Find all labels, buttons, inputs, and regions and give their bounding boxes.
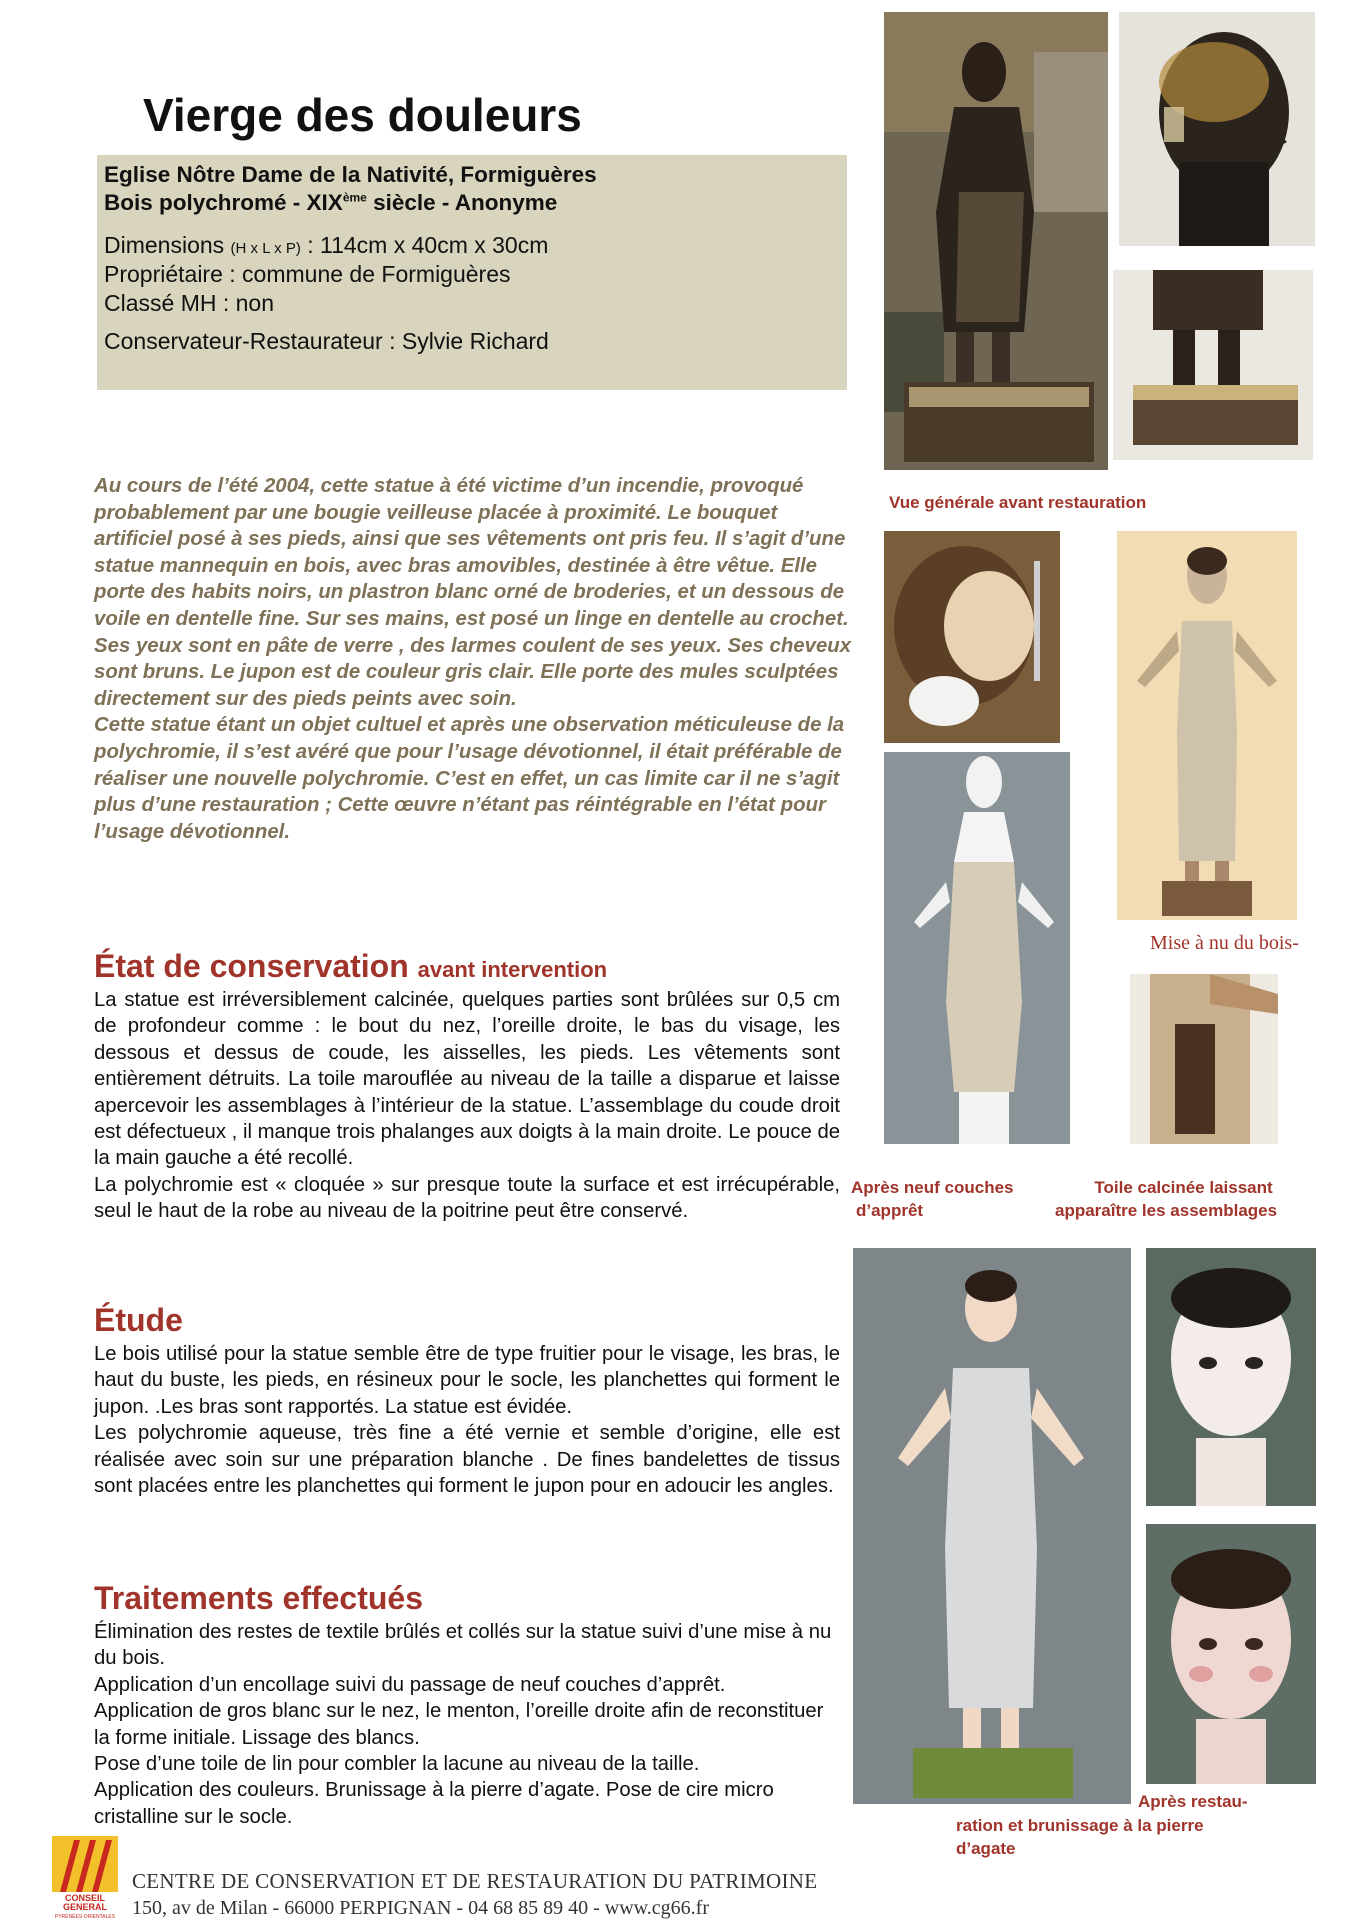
section-etat: [94, 948, 840, 1225]
section-body-etat: La statue est irréversiblement calcinée, quelques parties sont brûlées sur 0,5 cm de profondeur comme : le bout du nez, l’oreille droite, le bas du visage, les dessous et dessus de coude, les aisselles, les pieds. Les vêtements sont entièrement détruits. La toile marouflée au niveau de la taille a disparue et laisse apercevoir les assemblages à l’intérieur de la statue. L’assemblage du coude droit est défectueux , il manque trois phalanges aux doigts à la main droite. Le pouce de la main gauche a été recollé. La polychromie est « cloquée » sur presque toute la surface et est irrécupérable, seul le haut de la robe au niveau de la poitrine peut être conservé.: [94, 989, 840, 1223]
photo-burnt-feet: [1113, 270, 1313, 460]
intro-text: [94, 473, 854, 845]
section-etude: [94, 1302, 840, 1499]
photo-statue-restored: [853, 1248, 1131, 1804]
conseil-general-logo: [52, 1836, 118, 1920]
section-title-etude: Étude: [94, 1302, 183, 1338]
info-location: Eglise Nôtre Dame de la Nativité, Formiguères: [104, 162, 597, 187]
footer-institution: CENTRE DE CONSERVATION ET DE RESTAURATION DU PATRIMOINE: [132, 1869, 818, 1893]
section-body-etude: Le bois utilisé pour la statue semble être de type fruitier pour le visage, les bras, le haut du buste, les pieds, en résineux pour le socle, les planchettes qui forment le jupon. .Les bras sont rapportés. La statue est évidée. Les polychromie aqueuse, très fine a été vernie et semble d’origine, elle est réalisée avec soin sur une préparation blanche . De fines bandelettes de tissus sont placées entre les planchettes qui forment le jupon pour en adoucir les angles.: [94, 1343, 840, 1498]
section-body-traitements: Élimination des restes de textile brûlés et collés sur la statue suivi d’une mise à nu du bois. Application d’un encollage suivi du passage de neuf couches d’apprêt. Application de gros blanc sur le nez, le menton, l’oreille droite afin de reconstituer la forme initiale. Lissage des blancs. Pose d’une toile de lin pour combler la lacune au niveau de la taille. Application des couleurs. Brunissage à la pierre d’agate. Pose de cire micro cristalline sur le socle.: [94, 1621, 832, 1828]
svg-text:PYRÉNÉES-ORIENTALES: PYRÉNÉES-ORIENTALES: [54, 1914, 116, 1920]
photo-burnt-statue-full: [884, 12, 1108, 470]
caption-neuf-couches: Après neuf couches d’apprêt: [851, 1178, 1014, 1220]
svg-text:GENERAL: GENERAL: [62, 1902, 108, 1912]
intro-paragraph-2: Cette statue étant un objet cultuel et après une observation méticuleuse de la polychromie, il s’est avéré que pour l’usage dévotionnel, il était préférable de réaliser une nouvelle polychromie. C’est en effet, un cas limite car il ne s’agit plus d’une restauration ; Cette œuvre n’étant pas réintégrable en l’état pour l’usage dévotionnel.: [94, 714, 845, 843]
section-traitements: [94, 1580, 840, 1830]
info-owner: Propriétaire : commune de Formiguères: [104, 261, 511, 287]
section-title-etat: État de conservation avant intervention: [94, 948, 608, 984]
info-conservator: Conservateur-Restaurateur : Sylvie Richard: [104, 328, 549, 354]
info-box: [97, 155, 847, 390]
caption-toile-calcinee: Toile calcinée laissant apparaître les assemblages: [1055, 1178, 1278, 1220]
photo-burnt-joints: [1130, 974, 1278, 1144]
svg-text:CONSEIL: CONSEIL: [64, 1893, 106, 1903]
caption-apres-restauration-1: Après restau-: [1138, 1792, 1248, 1811]
photo-statue-primer: [884, 752, 1070, 1144]
info-classification: Classé MH : non: [104, 290, 275, 316]
info-material: Bois polychromé - XIXème siècle - Anonyme: [104, 190, 558, 215]
caption-apres-restauration-2: ration et brunissage à la pierre d’agate: [956, 1816, 1204, 1858]
page-title: Vierge des douleurs: [143, 89, 582, 141]
caption-vue-generale: Vue générale avant restauration: [889, 493, 1147, 512]
photo-burnt-head-profile: [1119, 12, 1315, 246]
intro-paragraph-1: Au cours de l’été 2004, cette statue à été victime d’un incendie, provoqué probablement par une bougie veilleuse placée à proximité. Le bouquet artificiel posé à ses pieds, ainsi que ses vêtements ont pris feu. Il s’agit d’une statue mannequin en bois, avec bras amovibles, destinée à être vêtue. Elle porte des habits noirs, un plastron blanc orné de broderies, et un dessous de voile en dentelle fine. Sur ses mains, est posé un linge en dentelle au crochet. Ses yeux sont en pâte de verre , des larmes coulent de ses yeux. Ses cheveux sont bruns. Le jupon est de couleur gris clair. Elle porte des mules sculptées directement sur des pieds peints avec soin.: [94, 475, 852, 710]
caption-mise-a-nu: Mise à nu du bois-: [1150, 932, 1299, 954]
photo-face-restored-2: [1146, 1524, 1316, 1784]
photo-statue-stripped: [1117, 531, 1297, 920]
footer-address: 150, av de Milan - 66000 PERPIGNAN - 04 68 85 89 40 - www.cg66.fr: [132, 1897, 709, 1919]
section-title-traitements: Traitements effectués: [94, 1580, 424, 1616]
photo-head-closeup: [884, 531, 1060, 743]
photo-face-restored-1: [1146, 1248, 1316, 1506]
info-dimensions: Dimensions (H x L x P) : 114cm x 40cm x 30cm: [104, 232, 549, 258]
